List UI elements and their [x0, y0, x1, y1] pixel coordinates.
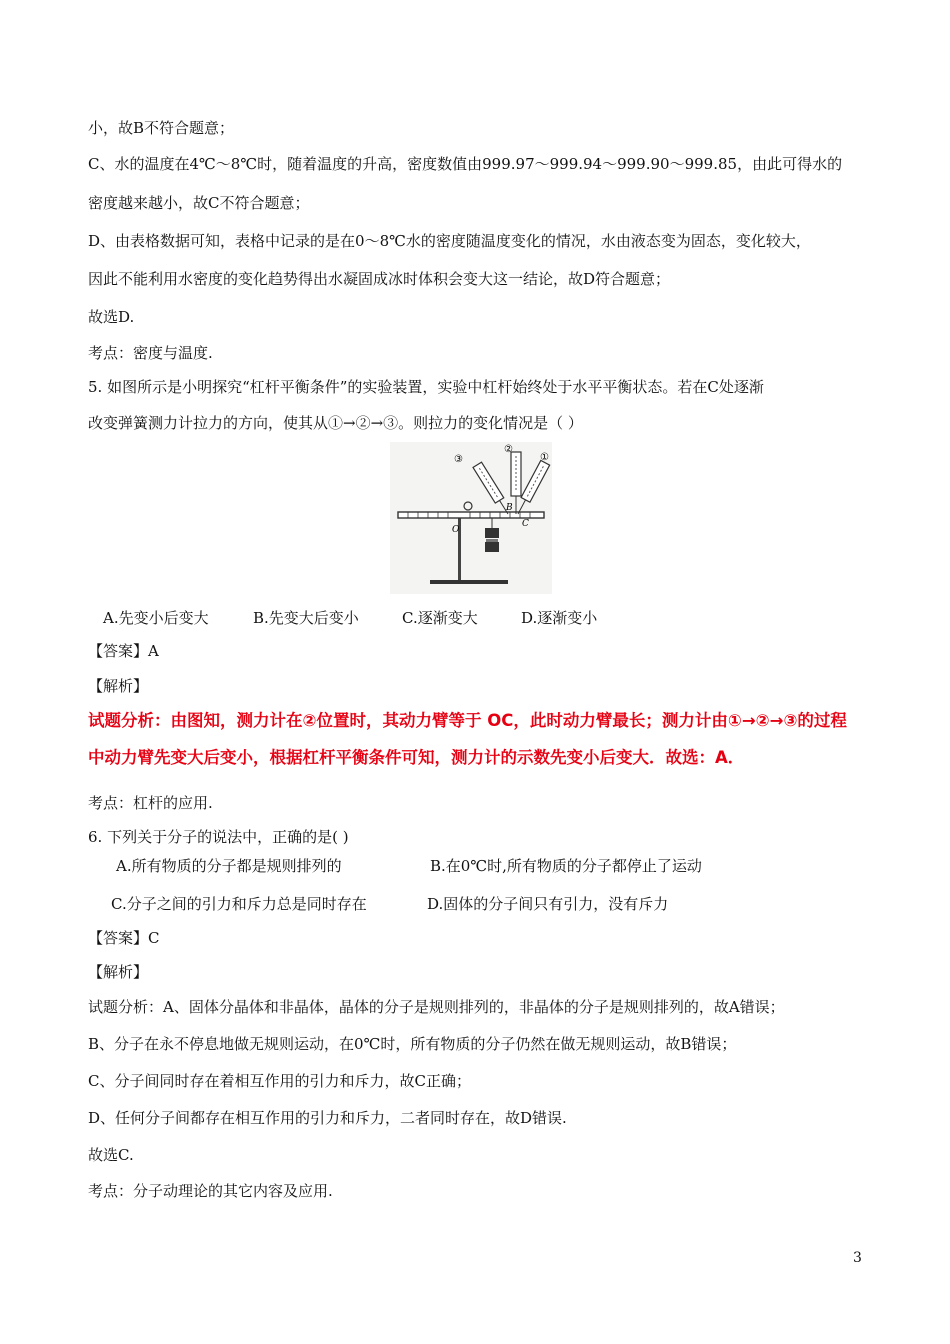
lever-figure [390, 442, 552, 594]
text-line: 故选D. [88, 308, 135, 326]
text-line: B、分子在永不停息地做无规则运动，在0℃时，所有物质的分子仍然在做无规则运动，故B错误； [88, 1035, 737, 1053]
option-c: C.分子之间的引力和斥力总是同时存在 [111, 895, 367, 913]
text-line: 因此不能利用水密度的变化趋势得出水凝固成冰时体积会变大这一结论，故D符合题意； [88, 270, 671, 288]
lever-diagram [390, 442, 552, 594]
stand-base [430, 580, 508, 584]
point-line: 考点：密度与温度. [88, 344, 213, 362]
option-d: D.逐渐变小 [521, 609, 598, 627]
text-line: 密度越来越小，故C不符合题意； [88, 194, 310, 212]
lever-bar [398, 512, 544, 518]
text-line: D、由表格数据可知，表格中记录的是在0～8℃水的密度随温度变化的情况，水由液态变为固态，变化较大， [88, 232, 811, 250]
label-b: B [506, 503, 513, 513]
text-line: 故选C. [88, 1146, 134, 1164]
label-circled-2: ② [504, 444, 513, 455]
option-d: D.固体的分子间只有引力，没有斥力 [427, 895, 669, 913]
text-line: C、分子间同时存在着相互作用的引力和斥力，故C正确； [88, 1072, 471, 1090]
answer-label: 【答案】C [88, 929, 160, 947]
weight-bottom [485, 542, 499, 552]
question-6-stem: 6. 下列关于分子的说法中，正确的是( ) [88, 828, 349, 846]
option-b: B.在0℃时,所有物质的分子都停止了运动 [430, 857, 702, 875]
label-o: O [452, 525, 460, 535]
question-5-options [103, 608, 703, 628]
label-circled-3: ③ [454, 454, 463, 465]
option-a: A.先变小后变大 [103, 609, 209, 627]
point-line: 考点：杠杆的应用. [88, 794, 213, 812]
question-6-options-row1 [116, 856, 816, 876]
option-b: B.先变大后变小 [253, 609, 359, 627]
label-c: C [522, 519, 529, 529]
weight-top [485, 528, 499, 538]
analysis-label: 【解析】 [88, 677, 149, 695]
text-line: 小，故B不符合题意； [88, 119, 235, 137]
balance-nut [464, 502, 472, 510]
analysis-red-line: 中动力臂先变大后变小，根据杠杆平衡条件可知，测力计的示数先变小后变大．故选：A． [88, 748, 745, 767]
question-6-options-row2 [111, 894, 811, 914]
page-number: 3 [853, 1250, 862, 1266]
analysis-label: 【解析】 [88, 963, 149, 981]
question-5-stem: 5. 如图所示是小明探究“杠杆平衡条件”的实验装置，实验中杠杆始终处于水平平衡状态。若在C处逐渐 [88, 378, 764, 396]
text-line: 试题分析：A、固体分晶体和非晶体，晶体的分子是规则排列的，非晶体的分子是规则排列的，故A错误； [88, 998, 785, 1016]
text-line: D、任何分子间都存在相互作用的引力和斥力，二者同时存在，故D错误. [88, 1109, 567, 1127]
option-a: A.所有物质的分子都是规则排列的 [116, 857, 342, 875]
analysis-red-line: 试题分析：由图知，测力计在②位置时，其动力臂等于 OC，此时动力臂最长；测力计由①→②→③的过程 [88, 711, 847, 730]
point-line: 考点：分子动理论的其它内容及应用. [88, 1182, 333, 1200]
question-5-stem-cont: 改变弹簧测力计拉力的方向，使其从①→②→③。则拉力的变化情况是（ ） [88, 414, 583, 432]
answer-label: 【答案】A [88, 642, 159, 660]
option-c: C.逐渐变大 [402, 609, 478, 627]
text-line: C、水的温度在4℃～8℃时，随着温度的升高，密度数值由999.97～999.94～999.90～999.85，由此可得水的 [88, 155, 843, 173]
label-circled-1: ① [540, 452, 549, 463]
